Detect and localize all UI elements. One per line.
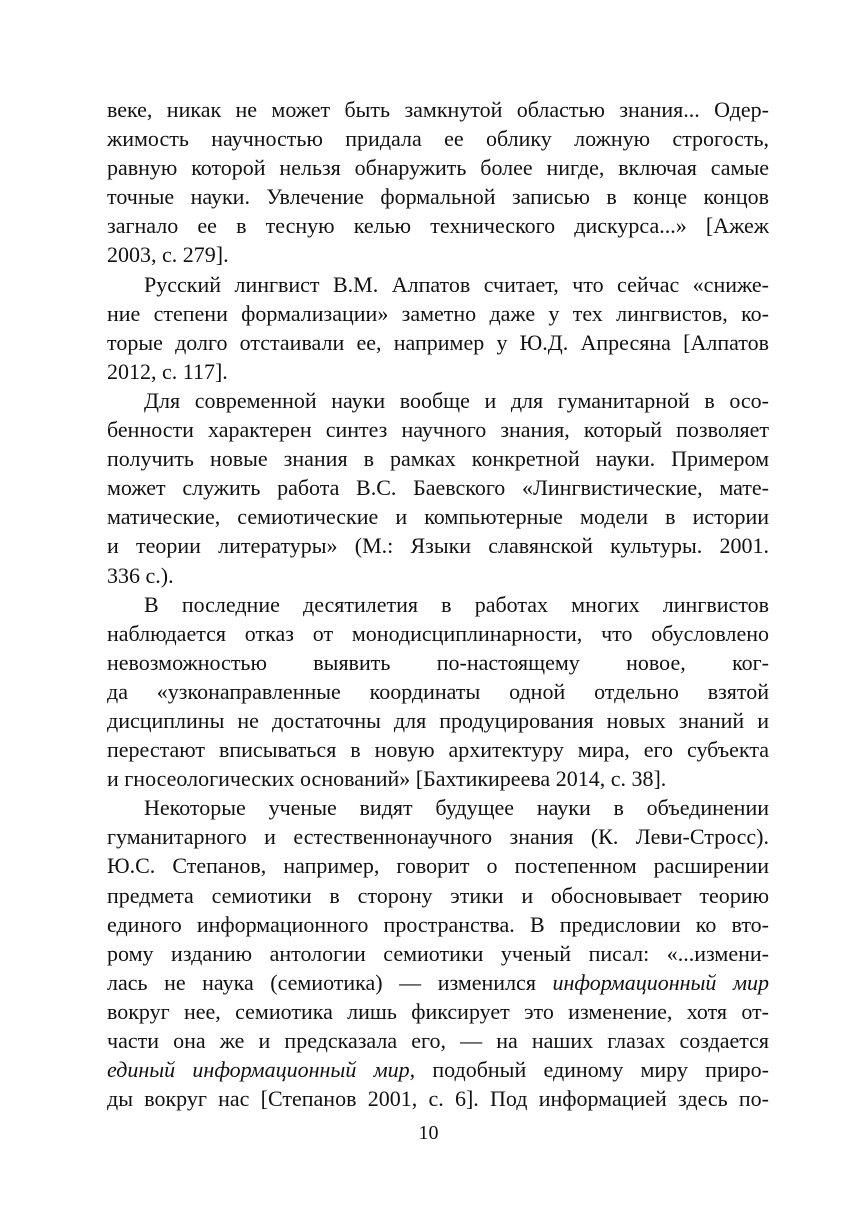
paragraph xyxy=(107,270,769,386)
text-line xyxy=(107,211,769,240)
text-line xyxy=(107,1026,769,1055)
text-line xyxy=(107,706,769,735)
text-line xyxy=(107,822,769,851)
paragraph xyxy=(107,590,769,794)
text-run: перестают вписываться в новую архитектуру мира, его субъекта xyxy=(107,737,769,763)
text-line xyxy=(107,124,769,153)
text-run: бенности характерен синтез научного знания, который позволяет xyxy=(107,417,769,443)
text-line xyxy=(107,473,769,502)
text-run: Русский лингвист В.М. Алпатов считает, что сейчас «сниже- xyxy=(144,271,769,297)
text-line xyxy=(107,677,769,706)
text-line xyxy=(107,619,769,648)
text-run: невозможностью выявить по-настоящему новое, ког- xyxy=(107,649,769,675)
text-run: предмета семиотики в сторону этики и обосновывает теорию xyxy=(107,882,769,908)
body-text xyxy=(107,95,769,1113)
text-line xyxy=(107,386,769,415)
text-line xyxy=(107,415,769,444)
text-line xyxy=(107,851,769,880)
text-run: и гносеологических оснований» [Бахтикиреева 2014, с. 38]. xyxy=(107,766,667,792)
italic-text: информационный мир xyxy=(552,969,769,995)
text-run: 2012, с. 117]. xyxy=(107,358,228,384)
text-run: вокруг нее, семиотика лишь фиксирует это изменение, хотя от- xyxy=(107,998,769,1024)
text-line xyxy=(107,299,769,328)
text-line xyxy=(107,648,769,677)
text-run: наблюдается отказ от монодисциплинарности, что обусловлено xyxy=(107,620,769,646)
text-run: получить новые знания в рамках конкретной науки. Примером xyxy=(107,446,769,472)
text-run: рому изданию антологии семиотики ученый писал: «...измени- xyxy=(107,940,769,966)
text-line xyxy=(107,240,769,269)
text-run: В последние десятилетия в работах многих лингвистов xyxy=(144,591,769,617)
text-line xyxy=(107,1055,769,1084)
text-run: , подобный единому миру приро- xyxy=(409,1057,769,1083)
text-run: и теории литературы» (М.: Языки славянской культуры. 2001. xyxy=(107,533,769,559)
text-run: торые долго отстаивали ее, например у Ю.Д. Апресяна [Алпатов xyxy=(107,329,769,355)
text-run: да «узконаправленные координаты одной отдельно взятой xyxy=(107,678,769,704)
text-run: матические, семиотические и компьютерные модели в истории xyxy=(107,504,769,530)
text-run: лась не наука (семиотика) — изменился xyxy=(107,969,553,995)
text-line xyxy=(107,735,769,764)
text-line xyxy=(107,270,769,299)
text-line xyxy=(107,910,769,939)
text-run: Для современной науки вообще и для гуманитарной в осо- xyxy=(144,387,769,413)
text-run: равную которой нельзя обнаружить более нигде, включая самые xyxy=(107,155,769,181)
text-line xyxy=(107,502,769,531)
text-run: единого информационного пространства. В предисловии ко вто- xyxy=(107,911,769,937)
text-run: Некоторые ученые видят будущее науки в объединении xyxy=(144,795,769,821)
text-line xyxy=(107,764,769,793)
text-line xyxy=(107,793,769,822)
paragraph xyxy=(107,95,769,270)
text-run: части она же и предсказала его, — на наших глазах создается xyxy=(107,1028,769,1053)
paragraph xyxy=(107,386,769,590)
text-line xyxy=(107,939,769,968)
text-run: ние степени формализации» заметно даже у тех лингвистов, ко- xyxy=(107,300,769,326)
paragraph xyxy=(107,793,769,1113)
text-run: 2003, с. 279]. xyxy=(107,242,229,268)
text-run: веке, никак не может быть замкнутой областью знания... Одер- xyxy=(107,97,769,122)
text-line xyxy=(107,444,769,473)
text-run: точные науки. Увлечение формальной записью в конце концов xyxy=(107,184,769,210)
text-line xyxy=(107,561,769,590)
text-run: гуманитарного и естественнонаучного знания (К. Леви-Стросс). xyxy=(107,824,769,850)
text-run: может служить работа В.С. Баевского «Лингвистические, мате- xyxy=(107,475,769,501)
text-line xyxy=(107,881,769,910)
text-line xyxy=(107,357,769,386)
text-line xyxy=(107,182,769,211)
text-run: ды вокруг нас [Степанов 2001, с. 6]. Под информацией здесь по- xyxy=(107,1086,769,1112)
text-line xyxy=(107,997,769,1026)
text-line xyxy=(107,590,769,619)
text-line xyxy=(107,95,769,124)
page-number: 10 xyxy=(418,1122,439,1144)
text-run: жимость научностью придала ее облику ложную строгость, xyxy=(107,126,769,152)
italic-text: единый информационный мир xyxy=(107,1057,410,1083)
text-run: дисциплины не достаточны для продуцирования новых знаний и xyxy=(107,707,769,733)
text-run: 336 с.). xyxy=(107,562,174,588)
text-run: загнало ее в тесную келью технического дискурса...» [Ажеж xyxy=(107,213,769,239)
text-run: Ю.С. Степанов, например, говорит о постепенном расширении xyxy=(107,853,769,879)
text-line xyxy=(107,531,769,560)
text-line xyxy=(107,1084,769,1113)
text-line xyxy=(107,328,769,357)
text-line xyxy=(107,968,769,997)
text-line xyxy=(107,153,769,182)
